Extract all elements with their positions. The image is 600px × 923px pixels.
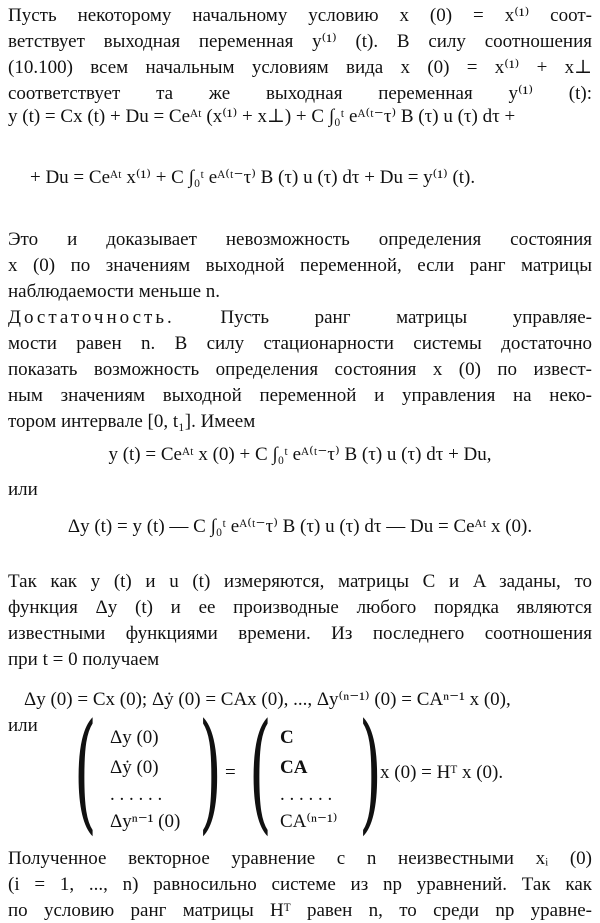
para4-line1: Так как y (t) и u (t) измеряются, матрицы C и A заданы, то — [8, 571, 592, 592]
equation-2: y (t) = Ceᴬᵗ x (0) + C ∫₀ᵗ eᴬ⁽ᵗ⁻τ⁾ B (τ) u (τ) dτ + Du, — [108, 444, 492, 465]
para3-line3: показать возможность определения состояния x (0) по извест- — [8, 359, 592, 380]
matrix-left-row2: Δẏ (0) — [110, 757, 159, 778]
left-paren: ( — [73, 695, 97, 847]
or-word-2: или — [8, 715, 38, 736]
para3-line2: мости равен n. В силу стационарности системы достаточно — [8, 333, 592, 354]
matrix-right-row4: CA⁽ⁿ⁻¹⁾ — [280, 811, 338, 832]
para1-line1: Пусть некоторому начальному условию x (0) = x⁽¹⁾ соот- — [8, 5, 592, 26]
or-word-1: или — [8, 479, 38, 500]
para3-line5: тором интервале [0, t₁]. Имеем — [8, 411, 256, 432]
matrix-right-row1: C — [280, 727, 294, 748]
para1-line3: (10.100) всем начальным условиям вида x (0) = x⁽¹⁾ + x⊥ — [8, 57, 592, 78]
right-paren-1: ) — [198, 695, 222, 847]
matrix-left-row4: Δyⁿ⁻¹ (0) — [110, 811, 181, 832]
para1-line2: ветствует выходная переменная y⁽¹⁾ (t). В силу соотношения — [8, 31, 592, 52]
matrix-left-row3: . . . . . . — [110, 784, 163, 805]
para2-line1: Это и доказывает невозможность определения состояния — [8, 229, 592, 250]
para1-line4: соответствует та же выходная переменная y⁽¹⁾ (t): — [8, 83, 592, 104]
para5-line2: (i = 1, ..., n) равносильно системе из np уравнений. Так как — [8, 874, 592, 895]
para3-line1-text: Пусть ранг матрицы управляе- — [174, 307, 592, 328]
right-paren-2: ) — [358, 695, 382, 847]
matrix-right-row3: . . . . . . — [280, 784, 333, 805]
matrix-left-row1: Δy (0) — [110, 727, 159, 748]
para3-line1 — [8, 306, 592, 330]
para3-line4: ным значениям выходной переменной и управления на неко- — [8, 385, 592, 406]
para4-line4: при t = 0 получаем — [8, 649, 160, 670]
equation-1a: y (t) = Cx (t) + Du = Ceᴬᵗ (x⁽¹⁾ + x⊥) + C ∫₀ᵗ eᴬ⁽ᵗ⁻τ⁾ B (τ) u (τ) dτ + — [8, 106, 516, 127]
matrix-result: x (0) = Hᵀ x (0). — [380, 762, 504, 783]
sufficiency-heading: Достаточность. — [8, 307, 175, 328]
matrix-right-row2: CA — [280, 757, 308, 778]
para5-line3: по условию ранг матрицы Hᵀ равен n, то среди np уравне- — [8, 900, 592, 921]
para4-line3: известными функциями времени. Из последнего соотношения — [8, 623, 592, 644]
para4-line2: функция Δy (t) и ее производные любого порядка являются — [8, 597, 592, 618]
para5-line1: Полученное векторное уравнение с n неизвестными xᵢ (0) — [8, 848, 592, 869]
equation-4: Δy (0) = Cx (0); Δẏ (0) = CAx (0), ..., Δy⁽ⁿ⁻¹⁾ (0) = CAⁿ⁻¹ x (0), — [24, 689, 511, 710]
matrix-equals: = — [225, 762, 236, 783]
equation-1b: + Du = Ceᴬᵗ x⁽¹⁾ + C ∫₀ᵗ eᴬ⁽ᵗ⁻τ⁾ B (τ) u (τ) dτ + Du = y⁽¹⁾ (t). — [30, 167, 476, 188]
para2-line2: x (0) по значениям выходной переменной, если ранг матрицы — [8, 255, 592, 276]
para2-line3: наблюдаемости меньше n. — [8, 281, 221, 302]
left-paren-2: ( — [248, 695, 272, 847]
equation-3: Δy (t) = y (t) — C ∫₀ᵗ eᴬ⁽ᵗ⁻τ⁾ B (τ) u (τ) dτ — Du = Ceᴬᵗ x (0). — [67, 516, 533, 537]
